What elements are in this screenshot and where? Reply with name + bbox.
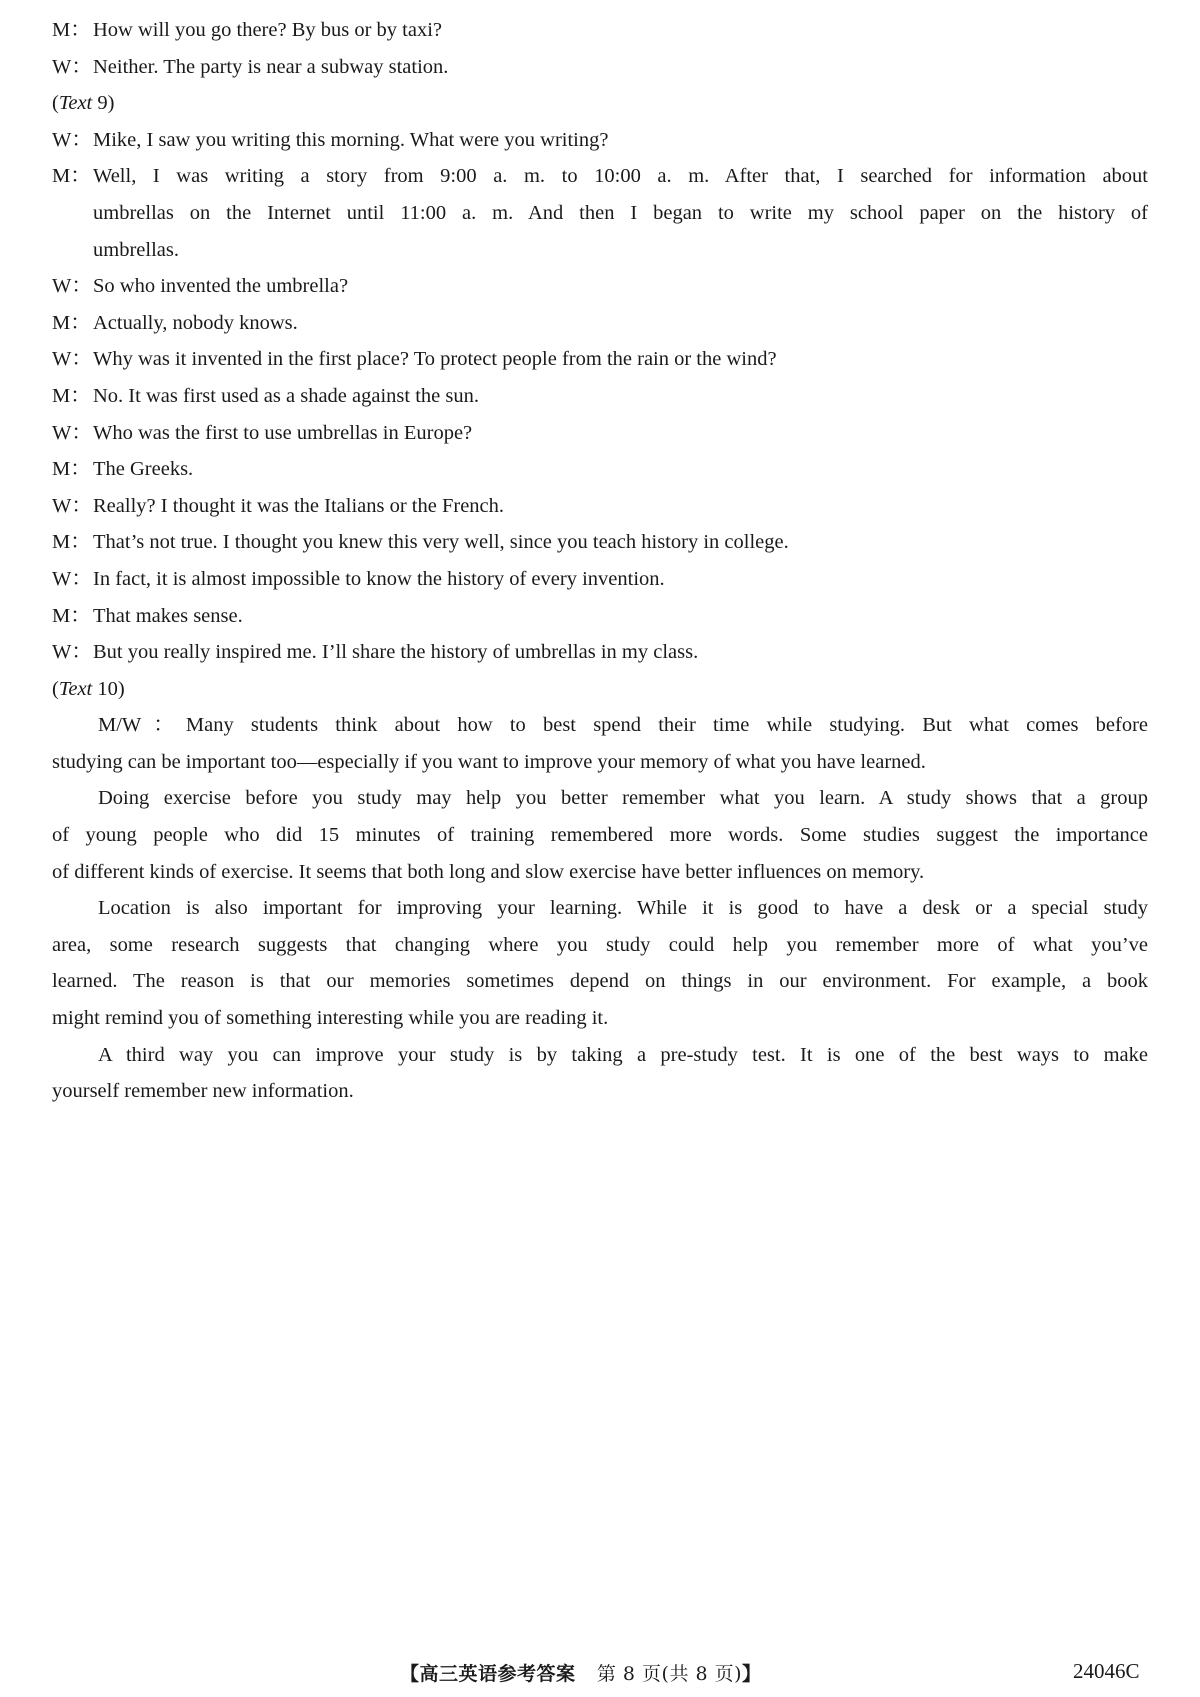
utterance <box>93 122 1148 159</box>
footer-doc-title: 【高三英语参考答案 <box>400 1663 576 1685</box>
utterance-line: That makes sense. <box>93 604 243 627</box>
paragraph-line: studying can be important too—especially if you want to improve your memory of what you have learned. <box>52 750 926 773</box>
dialogue-text9 <box>52 122 1148 671</box>
dialogue-turn <box>52 49 1148 86</box>
paragraph <box>52 890 1148 1036</box>
paragraph-line: M/W：Many students think about how to best spend their time while studying. But what comes before <box>98 714 1148 737</box>
utterance-line: The Greeks. <box>93 458 194 481</box>
paragraph-line: yourself remember new information. <box>52 1080 354 1103</box>
utterance-line: No. It was first used as a shade against the sun. <box>93 384 479 407</box>
utterance <box>93 158 1148 268</box>
dialogue-turn <box>52 634 1148 671</box>
utterance-line: Really? I thought it was the Italians or the French. <box>93 494 505 517</box>
utterance-line: That’s not true. I thought you knew this very well, since you teach history in college. <box>93 531 789 554</box>
utterance <box>93 305 1148 342</box>
paragraph-line: Location is also important for improving your learning. While it is good to have a desk or a special study <box>98 897 1148 920</box>
utterance <box>93 524 1148 561</box>
utterance <box>93 268 1148 305</box>
speaker-label: W： <box>52 421 92 444</box>
paragraph-line: A third way you can improve your study is by taking a pre-study test. It is one of the best ways to make <box>98 1043 1148 1066</box>
footer-page-info: 第 8 页(共 8 页) <box>596 1663 743 1685</box>
speaker-label: M： <box>52 165 91 188</box>
speaker-label: M： <box>52 19 91 41</box>
utterance <box>93 378 1148 415</box>
speaker-label: M： <box>52 531 91 554</box>
speaker-label: M： <box>52 384 91 407</box>
section-label-number: 10 <box>97 677 118 700</box>
dialogue-turn <box>52 158 1148 268</box>
utterance-line: Why was it invented in the first place? To protect people from the rain or the wind? <box>93 348 777 371</box>
paragraph <box>52 1037 1148 1110</box>
dialogue-opening <box>52 12 1148 85</box>
utterance-line: umbrellas. <box>93 238 179 261</box>
footer-title <box>400 1659 762 1686</box>
section-heading-text10: (Text 10) <box>52 677 125 700</box>
dialogue-turn <box>52 305 1148 342</box>
speaker-label: W： <box>52 641 92 664</box>
utterance <box>93 598 1148 635</box>
utterance <box>93 488 1148 525</box>
section-label-number: 9 <box>97 92 108 115</box>
paragraph-line: Doing exercise before you study may help you better remember what you learn. A study shows that a group <box>98 787 1148 810</box>
dialogue-turn <box>52 524 1148 561</box>
utterance <box>93 561 1148 598</box>
dialogue-turn <box>52 12 1148 49</box>
utterance-line: Well, I was writing a story from 9:00 a. m. to 10:00 a. m. After that, I searched for information about <box>93 165 1148 188</box>
paragraph-line: area, some research suggests that changing where you study could help you remember more of what you’ve <box>52 933 1148 956</box>
paragraph-line: of young people who did 15 minutes of training remembered more words. Some studies suggest the importance <box>52 824 1148 847</box>
paragraph <box>52 707 1148 780</box>
speaker-label: W： <box>52 567 92 590</box>
speaker-label: W： <box>52 494 92 517</box>
utterance <box>93 12 1148 49</box>
section-heading-text9: (Text 9) <box>52 92 115 115</box>
utterance-line: In fact, it is almost impossible to know the history of every invention. <box>93 567 665 590</box>
utterance-line: Actually, nobody knows. <box>93 311 298 334</box>
utterance-line: Mike, I saw you writing this morning. What were you writing? <box>93 128 609 151</box>
speaker-label: W： <box>52 55 92 78</box>
utterance <box>93 451 1148 488</box>
utterance-line: Neither. The party is near a subway station. <box>93 55 449 78</box>
utterance-line: umbrellas on the Internet until 11:00 a. m. And then I began to write my school paper on the history of <box>93 201 1148 224</box>
footer-close-bracket: 】 <box>742 1663 762 1685</box>
utterance <box>93 415 1148 452</box>
utterance <box>93 49 1148 86</box>
utterance <box>93 634 1148 671</box>
speaker-label: W： <box>52 275 92 298</box>
speaker-label: W： <box>52 128 92 151</box>
utterance-line: But you really inspired me. I’ll share the history of umbrellas in my class. <box>93 641 699 664</box>
document-page <box>52 12 1148 1110</box>
dialogue-turn <box>52 268 1148 305</box>
speaker-label: M： <box>52 311 91 334</box>
dialogue-turn <box>52 415 1148 452</box>
utterance <box>93 341 1148 378</box>
utterance-line: How will you go there? By bus or by taxi? <box>93 19 443 41</box>
paragraph-line: learned. The reason is that our memories sometimes depend on things in our environment. For example, a book <box>52 970 1148 993</box>
monologue-text10 <box>52 707 1148 1110</box>
dialogue-turn <box>52 488 1148 525</box>
speaker-label: M： <box>52 604 91 627</box>
paragraph-line: of different kinds of exercise. It seems that both long and slow exercise have better influences on memory. <box>52 860 925 883</box>
dialogue-turn <box>52 378 1148 415</box>
footer-doc-code: 24046C <box>1073 1659 1140 1683</box>
dialogue-turn <box>52 341 1148 378</box>
utterance-line: So who invented the umbrella? <box>93 275 349 298</box>
paragraph-line: might remind you of something interesting while you are reading it. <box>52 1007 609 1030</box>
section-label-word: Text <box>58 92 93 115</box>
paragraph <box>52 780 1148 890</box>
utterance-line: Who was the first to use umbrellas in Europe? <box>93 421 473 444</box>
dialogue-turn <box>52 561 1148 598</box>
dialogue-turn <box>52 122 1148 159</box>
speaker-label: W： <box>52 348 92 371</box>
dialogue-turn <box>52 598 1148 635</box>
dialogue-turn <box>52 451 1148 488</box>
page-footer <box>0 1659 1200 1695</box>
speaker-label: M： <box>52 458 91 481</box>
section-label-word: Text <box>58 677 93 700</box>
